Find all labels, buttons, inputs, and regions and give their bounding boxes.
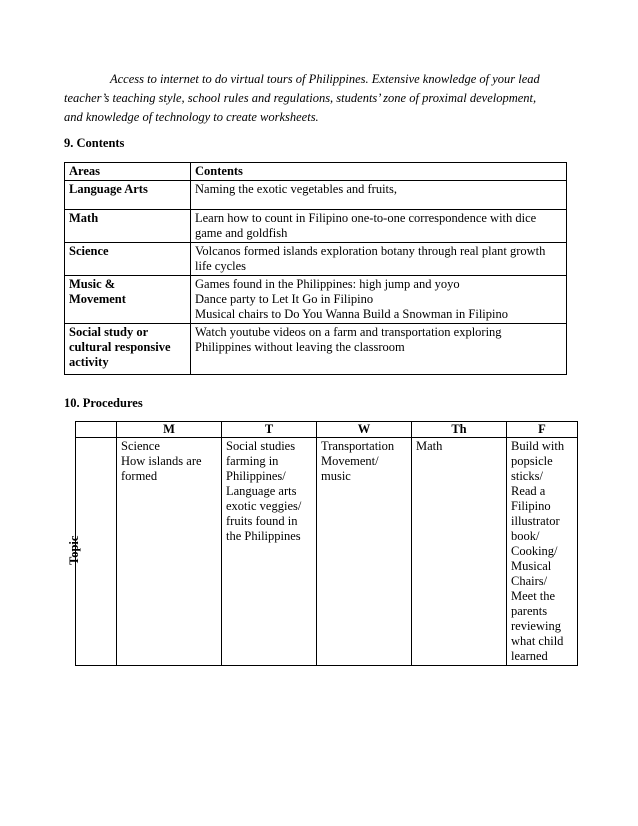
area-cell: Science: [65, 243, 191, 276]
intro-paragraph: [64, 70, 564, 127]
area-cell: Math: [65, 210, 191, 243]
topic-cell-w: Transportation Movement/ music: [317, 438, 412, 666]
content-cell: Naming the exotic vegetables and fruits,: [191, 181, 567, 210]
table-row: [65, 181, 567, 210]
contents-table: [64, 162, 567, 375]
area-cell: Social study or cultural responsive activity: [65, 324, 191, 375]
contents-header: Contents: [191, 163, 567, 181]
contents-heading: 9. Contents: [64, 136, 125, 150]
areas-header: Areas: [65, 163, 191, 181]
day-header-m: M: [117, 422, 222, 438]
table-row: [65, 324, 567, 375]
day-header-th: Th: [412, 422, 507, 438]
topic-label-cell: [67, 438, 117, 666]
procedures-header-row: [76, 422, 578, 438]
corner-cell: [76, 422, 117, 438]
intro-line-1: Access to internet to do virtual tours of Philippines. Extensive knowledge of your lead: [110, 72, 540, 86]
procedures-table: [67, 421, 578, 666]
content-cell: Volcanos formed islands exploration botany through real plant growth life cycles: [191, 243, 567, 276]
table-row: [65, 276, 567, 324]
area-cell: Music & Movement: [65, 276, 191, 324]
intro-line-3: and knowledge of technology to create worksheets.: [64, 110, 319, 124]
content-cell: Watch youtube videos on a farm and transportation exploring Philippines without leaving the classroom: [191, 324, 567, 375]
content-cell: Learn how to count in Filipino one-to-one correspondence with dice game and goldfish: [191, 210, 567, 243]
topic-cell-f: Build with popsicle sticks/ Read a Filipino illustrator book/ Cooking/ Musical Chairs/ Meet the parents reviewing what child learned: [507, 438, 578, 666]
intro-line-2: teacher’s teaching style, school rules and regulations, students’ zone of proximal development,: [64, 91, 537, 105]
topic-row: [76, 438, 578, 666]
table-row: [65, 210, 567, 243]
contents-header-row: [65, 163, 567, 181]
day-header-t: T: [222, 422, 317, 438]
topic-cell-th: Math: [412, 438, 507, 666]
topic-label: Topic: [67, 535, 81, 565]
content-cell: Games found in the Philippines: high jump and yoyo Dance party to Let It Go in Filipino Musical chairs to Do You Wanna Build a Snowman in Filipino: [191, 276, 567, 324]
procedures-heading: 10. Procedures: [64, 396, 143, 410]
area-cell: Language Arts: [65, 181, 191, 210]
table-row: [65, 243, 567, 276]
day-header-f: F: [507, 422, 578, 438]
topic-cell-m: Science How islands are formed: [117, 438, 222, 666]
topic-cell-t: Social studies farming in Philippines/ Language arts exotic veggies/ fruits found in the Philippines: [222, 438, 317, 666]
day-header-w: W: [317, 422, 412, 438]
